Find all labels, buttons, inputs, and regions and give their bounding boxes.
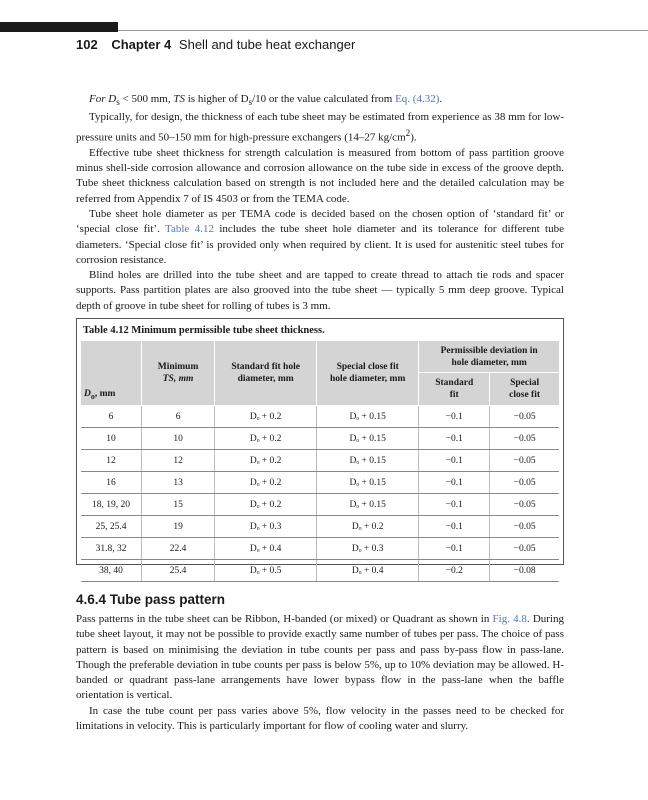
paragraph: Effective tube sheet thickness for strength calculation is measured from bottom of pass partition groove minus shell-side corrosion allowance and corrosion allowance on the tube side in excess of the groove depth. Tube sheet thickness calculation based on strength is not included here and the detailed calculation may be referred from Appendix 7 of IS 4503 or from the TEMA code.: [76, 146, 564, 205]
paragraph: Typically, for design, the thickness of each tube sheet may be estimated from experience as 38 mm for low-pressure units and 50–150 mm for high-pressure exchangers (14–27 $kg/cm^2$).: [76, 111, 564, 144]
table-caption: Table 4.12 Minimum permissible tube sheet thickness.: [83, 325, 325, 336]
paragraph: For $D_s < 500$ mm, TS is higher of $D_s/10$ or the value calculated from Eq. (4.32).: [89, 93, 443, 108]
table-4-12: [76, 318, 564, 576]
table-link[interactable]: Table 4.12: [165, 223, 214, 236]
col-header-permissible-deviation: Permissible deviation in hole diameter, mm: [419, 341, 559, 373]
page-number: 102: [76, 37, 98, 52]
table-row: 38, 40 25.4 Dₒ + 0.5 Dₒ + 0.4 −0.2 −0.08: [81, 560, 559, 582]
paragraph: In case the tube count per pass varies above 5%, flow velocity in the passes need to be checked for limitations in velocity. This is particularly important for flow of cooling water and slurry.: [76, 704, 564, 733]
table-row: 16 13 Dₒ + 0.2 Dₒ + 0.15 −0.1 −0.05: [81, 472, 559, 494]
table-row: 18, 19, 20 15 Dₒ + 0.2 Dₒ + 0.15 −0.1 −0.05: [81, 494, 559, 516]
table-row: 31.8, 32 22.4 Dₒ + 0.4 Dₒ + 0.3 −0.1 −0.05: [81, 538, 559, 560]
paragraph: Pass patterns in the tube sheet can be Ribbon, H-banded (or mixed) or Quadrant as shown in Fig. 4.8. During tube sheet layout, it may not be possible to provide exactly same number of tubes per pass. The choice of pass pattern is based on minimising the deviation in tube counts per pass and pass by-pass flow in pass-lane. Though the preferable deviation in tube counts per pass is below 5%, up to 10% deviation may be allowed. H-banded or quadrant pass-lane arrangements have lower bypass flow in the pass-lane when the baffle orientation is vertical.: [76, 613, 564, 702]
table-row: 25, 25.4 19 Dₒ + 0.3 Dₒ + 0.2 −0.1 −0.05: [81, 516, 559, 538]
col-header-do: $D_o$, mm: [81, 341, 142, 406]
table-row: 12 12 Dₒ + 0.2 Dₒ + 0.15 −0.1 −0.05: [81, 450, 559, 472]
running-header: [76, 37, 355, 52]
col-header-dev-special: Special close fit: [490, 373, 559, 406]
paragraph: Tube sheet hole diameter as per TEMA code is decided based on the chosen option of ‘standard fit’ or ‘special close fit’. Table 4.12 includes the tube sheet hole diameter and its tolerance for different tube diameters. ‘Special close fit’ is provided only when required by client. It is used for austenitic steel tubes for corrosion resistance.: [76, 207, 564, 266]
figure-link[interactable]: Fig. 4.8: [492, 613, 527, 625]
col-header-dev-standard: Standard fit: [419, 373, 490, 406]
chapter-title: Shell and tube heat exchanger: [178, 37, 356, 52]
section-heading: 4.6.4 Tube pass pattern: [76, 592, 226, 607]
paragraph: Blind holes are drilled into the tube sheet and are tapped to create thread to attach tie rods and spacer supports. Pass partition plates are also grooved into the tube sheet — typically 5 mm deep groove. Typical depth of groove in tube sheet for rolling of tubes is 3 mm.: [76, 269, 564, 312]
header-bar: [0, 22, 118, 32]
col-header-standard-fit: Standard fit hole diameter, mm: [215, 341, 317, 406]
chapter-label: Chapter 4: [111, 37, 172, 52]
body-text-top: [76, 92, 564, 314]
table-row: 10 10 Dₒ + 0.2 Dₒ + 0.15 −0.1 −0.05: [81, 428, 559, 450]
col-header-close-fit: Special close fit hole diameter, mm: [317, 341, 419, 406]
table-row: 6 6 Dₒ + 0.2 Dₒ + 0.15 −0.1 −0.05: [81, 406, 559, 428]
header-rule: [118, 30, 648, 31]
body-text-bottom: [76, 612, 564, 734]
equation-link[interactable]: Eq. (4.32): [395, 93, 440, 105]
thickness-table: [81, 341, 559, 582]
col-header-min-ts: Minimum TS, mm: [142, 341, 215, 406]
